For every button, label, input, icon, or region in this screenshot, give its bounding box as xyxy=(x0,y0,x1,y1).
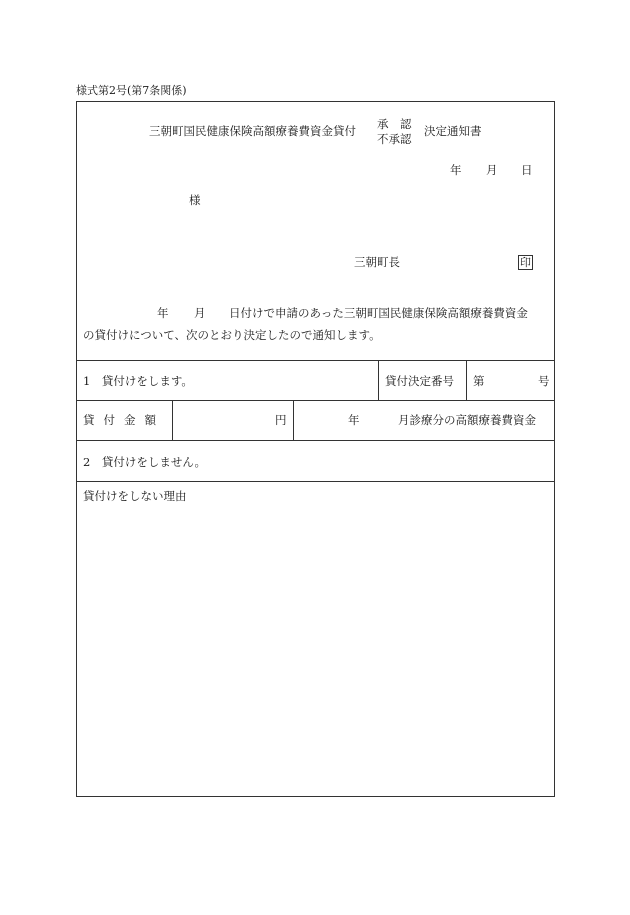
seal-mark: 印 xyxy=(520,256,531,269)
divider xyxy=(466,360,467,400)
divider xyxy=(378,360,379,400)
decision-number-prefix: 第 xyxy=(473,374,485,388)
date-day: 日 xyxy=(521,163,533,177)
divider xyxy=(293,400,294,440)
divider xyxy=(77,440,554,441)
date-month: 月 xyxy=(486,163,498,177)
body-line-1: 日付けで申請のあった三朝町国民健康保険高額療養費資金 xyxy=(229,306,528,320)
addressee-suffix: 様 xyxy=(189,193,201,207)
notice-form xyxy=(76,101,555,797)
decision-number-suffix: 号 xyxy=(538,374,550,388)
amount-description: 月診療分の高額療養費資金 xyxy=(398,413,536,427)
loan-amount-label: 貸付金額 xyxy=(83,413,165,427)
decision-number-label: 貸付決定番号 xyxy=(385,374,454,388)
form-number-label: 様式第2号(第7条関係) xyxy=(76,84,187,97)
approve-option: 承 認 xyxy=(377,117,412,131)
date-year: 年 xyxy=(450,163,462,177)
body-year: 年 xyxy=(157,306,169,320)
divider xyxy=(77,400,554,401)
amount-yen-unit: 円 xyxy=(275,413,287,427)
body-month: 月 xyxy=(194,306,206,320)
reason-label: 貸付けをしない理由 xyxy=(83,489,187,503)
form-title: 三朝町国民健康保険高額療養費資金貸付 xyxy=(149,124,356,138)
divider xyxy=(172,400,173,440)
divider xyxy=(77,360,554,361)
disapprove-option: 不承認 xyxy=(377,132,412,146)
issuer-name: 三朝町長 xyxy=(354,255,400,269)
section-1-label: 1 貸付けをします。 xyxy=(83,374,193,388)
body-line-2: の貸付けについて、次のとおり決定したので通知します。 xyxy=(83,328,381,342)
divider xyxy=(77,481,554,482)
form-title-suffix: 決定通知書 xyxy=(424,124,482,138)
section-2-label: 2 貸付けをしません。 xyxy=(83,455,207,469)
amount-year: 年 xyxy=(348,413,360,427)
